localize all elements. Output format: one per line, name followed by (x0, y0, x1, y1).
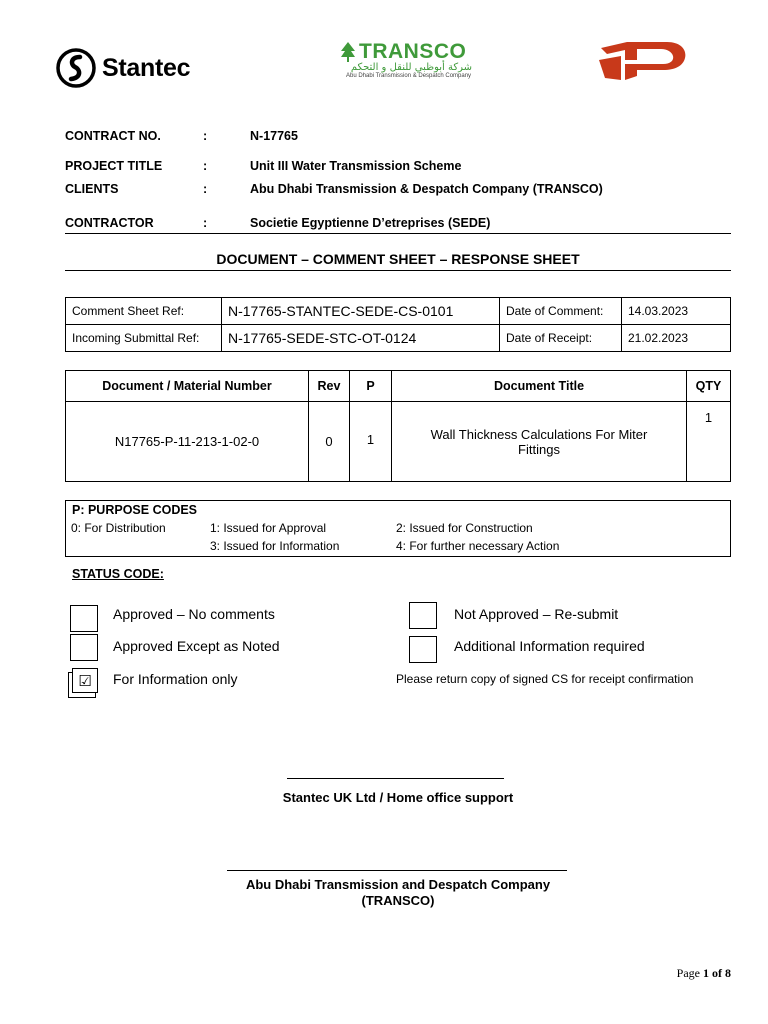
header-document-number: Document / Material Number (66, 371, 309, 402)
cell-document-title: Wall Thickness Calculations For Miter Fittings (392, 402, 687, 482)
cell-rev: 0 (309, 402, 350, 482)
transco-subtitle: Abu Dhabi Transmission & Despatch Company (346, 73, 472, 79)
page-total: 8 (725, 966, 731, 980)
clients-label: CLIENTS (65, 182, 119, 196)
transco-signatory-line1: Abu Dhabi Transmission and Despatch Company (245, 877, 551, 892)
incoming-submittal-ref-label: Incoming Submittal Ref: (66, 325, 222, 352)
additional-info-label: Additional Information required (454, 638, 645, 654)
header-document-title: Document Title (392, 371, 687, 402)
page-of-word: of (709, 966, 725, 980)
colon: : (203, 182, 208, 196)
page-number (677, 966, 731, 981)
header-qty: QTY (687, 371, 731, 402)
clients-value: Abu Dhabi Transmission & Despatch Company (TRANSCO) (250, 182, 603, 196)
header-p: P (350, 371, 392, 402)
transco-logo (340, 40, 472, 88)
approved-no-comments-label: Approved – No comments (113, 606, 275, 622)
tree-icon (340, 42, 356, 62)
comment-sheet-ref-value: N-17765-STANTEC-SEDE-CS-0101 (222, 298, 500, 325)
approved-except-checkbox[interactable] (70, 634, 98, 661)
sede-logo (597, 40, 689, 82)
transco-arabic-name: شركة أبوظبي للنقل و التحكم (350, 62, 472, 73)
date-of-receipt-value: 21.02.2023 (622, 325, 731, 352)
stantec-mark-icon (56, 48, 96, 88)
info-only-label: For Information only (113, 671, 238, 687)
contract-no-value: N-17765 (250, 129, 298, 143)
contract-no-label: CONTRACT NO. (65, 129, 161, 143)
cell-qty: 1 (687, 402, 731, 482)
purpose-code-item: 3: Issued for Information (210, 539, 340, 553)
page-current: 1 (703, 966, 709, 980)
info-only-checkbox[interactable]: ☑ (72, 668, 98, 693)
transco-signatory-line2: (TRANSCO) (361, 893, 435, 908)
signature-line (287, 778, 504, 779)
project-title-label: PROJECT TITLE (65, 159, 163, 173)
stantec-logo (56, 48, 190, 88)
purpose-code-item: 0: For Distribution (71, 521, 166, 535)
incoming-submittal-ref-value: N-17765-SEDE-STC-OT-0124 (222, 325, 500, 352)
purpose-code-item: 1: Issued for Approval (210, 521, 327, 535)
divider (65, 270, 731, 271)
project-title-value: Unit III Water Transmission Scheme (250, 159, 462, 173)
purpose-codes-box (65, 500, 731, 557)
additional-info-checkbox[interactable] (409, 636, 437, 663)
contractor-value: Societie Egyptienne D’etreprises (SEDE) (250, 216, 491, 230)
status-code-title: STATUS CODE: (72, 567, 164, 581)
document-table (65, 370, 731, 482)
not-approved-label: Not Approved – Re-submit (454, 606, 619, 622)
cell-document-number: N17765-P-11-213-1-02-0 (66, 402, 309, 482)
page-word: Page (676, 966, 703, 980)
reference-table (65, 297, 731, 352)
colon: : (203, 159, 208, 173)
date-of-receipt-label: Date of Receipt: (500, 325, 622, 352)
header-rev: Rev (309, 371, 350, 402)
date-of-comment-value: 14.03.2023 (622, 298, 731, 325)
divider (65, 233, 731, 234)
not-approved-checkbox[interactable] (409, 602, 437, 629)
approved-no-comments-checkbox[interactable] (70, 605, 98, 632)
transco-wordmark: TRANSCO (359, 40, 467, 63)
stantec-wordmark: Stantec (102, 53, 191, 82)
signature-line (227, 870, 567, 871)
purpose-code-item: 2: Issued for Construction (396, 521, 533, 535)
colon: : (203, 216, 208, 230)
table-row (66, 402, 731, 482)
purpose-codes-title: P: PURPOSE CODES (72, 503, 198, 517)
cell-p: 1 (350, 402, 392, 482)
purpose-code-item: 4: For further necessary Action (396, 539, 560, 553)
colon: : (203, 129, 208, 143)
return-note: Please return copy of signed CS for receipt confirmation (396, 672, 694, 686)
document-title: DOCUMENT – COMMENT SHEET – RESPONSE SHEET (216, 251, 580, 267)
approved-except-label: Approved Except as Noted (113, 638, 280, 654)
contractor-label: CONTRACTOR (65, 216, 154, 230)
stantec-signatory: Stantec UK Ltd / Home office support (282, 790, 514, 805)
date-of-comment-label: Date of Comment: (500, 298, 622, 325)
comment-sheet-ref-label: Comment Sheet Ref: (66, 298, 222, 325)
